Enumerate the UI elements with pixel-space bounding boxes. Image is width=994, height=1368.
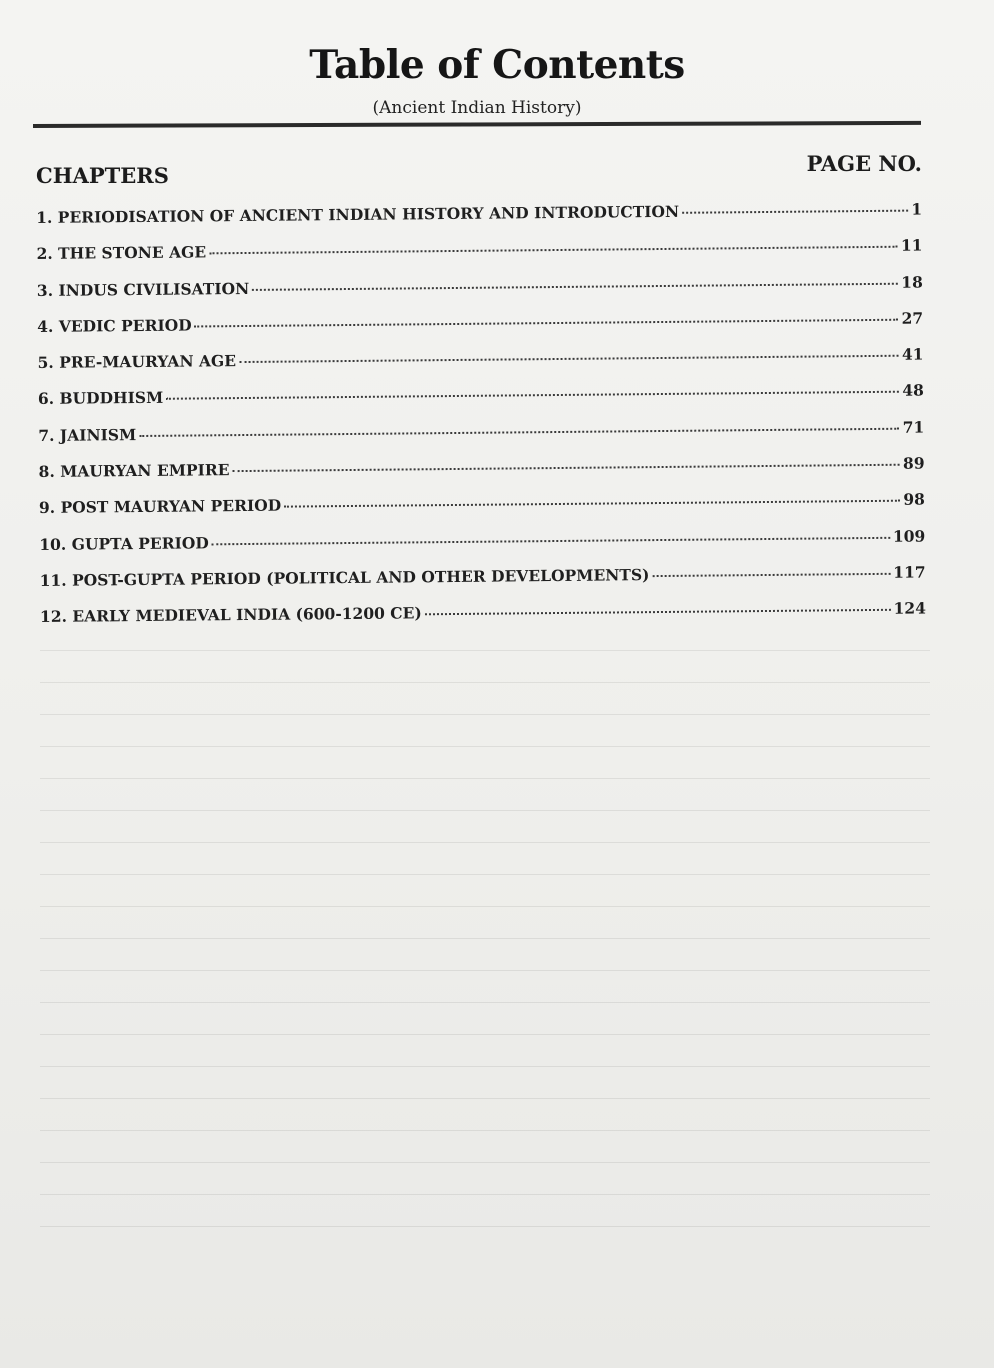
dot-leader (195, 318, 899, 328)
chapters-column-heading: CHAPTERS (36, 163, 169, 188)
dot-leader (166, 390, 899, 400)
dot-leader (252, 281, 898, 290)
dot-leader (209, 245, 898, 255)
toc-entry-page: 117 (893, 562, 926, 582)
dot-leader (284, 499, 900, 508)
toc-entry-label: 4. VEDIC PERIOD (37, 315, 192, 336)
toc-entry-label: 5. PRE-MAURYAN AGE (37, 351, 237, 373)
toc-entry-page: 124 (893, 598, 927, 619)
toc-entry-label: 6. BUDDHISM (37, 388, 164, 409)
toc-entry-label: 2. THE STONE AGE (36, 242, 207, 264)
title-divider (33, 121, 921, 128)
dot-leader (652, 572, 890, 577)
toc-entry (40, 591, 926, 636)
toc-entry-page: 18 (901, 272, 923, 292)
toc-entry-page: 89 (902, 453, 925, 473)
toc-entry-page: 41 (901, 344, 924, 364)
toc-entry-label: 7. JAINISM (38, 424, 137, 445)
toc-entry-label: 11. POST-GUPTA PERIOD (POLITICAL AND OTHER DEVELOPMENTS) (39, 565, 650, 590)
toc-entry-label: 8. MAURYAN EMPIRE (38, 460, 230, 482)
show-through-texture (40, 650, 930, 1291)
toc-entry-page: 27 (901, 308, 924, 328)
dot-leader (212, 535, 890, 545)
toc-entry-label: 10. GUPTA PERIOD (39, 533, 209, 554)
toc-entry-page: 1 (911, 199, 923, 219)
toc-entry-label: 12. EARLY MEDIEVAL INDIA (600-1200 CE) (39, 603, 422, 627)
toc-entry-page: 98 (903, 489, 926, 510)
page-subtitle: (Ancient Indian History) (372, 98, 582, 118)
page-title: Table of Contents (309, 42, 685, 88)
dot-leader (239, 354, 899, 363)
dot-leader (233, 463, 900, 472)
toc-entry-page: 71 (902, 417, 925, 437)
dot-leader (139, 427, 899, 437)
toc-entry-label: 9. POST MAURYAN PERIOD (38, 496, 282, 518)
page-number-column-heading: PAGE NO. (806, 151, 922, 176)
toc-entry-label: 3. INDUS CIVILISATION (36, 278, 250, 300)
dot-leader (425, 608, 891, 615)
toc-entry-page: 48 (902, 380, 924, 401)
toc-list (36, 191, 926, 635)
toc-entry-label: 1. PERIODISATION OF ANCIENT INDIAN HISTORY AND INTRODUCTION (36, 201, 680, 227)
dot-leader (682, 209, 908, 214)
toc-entry-page: 11 (900, 235, 923, 255)
toc-entry-page: 109 (892, 526, 926, 546)
